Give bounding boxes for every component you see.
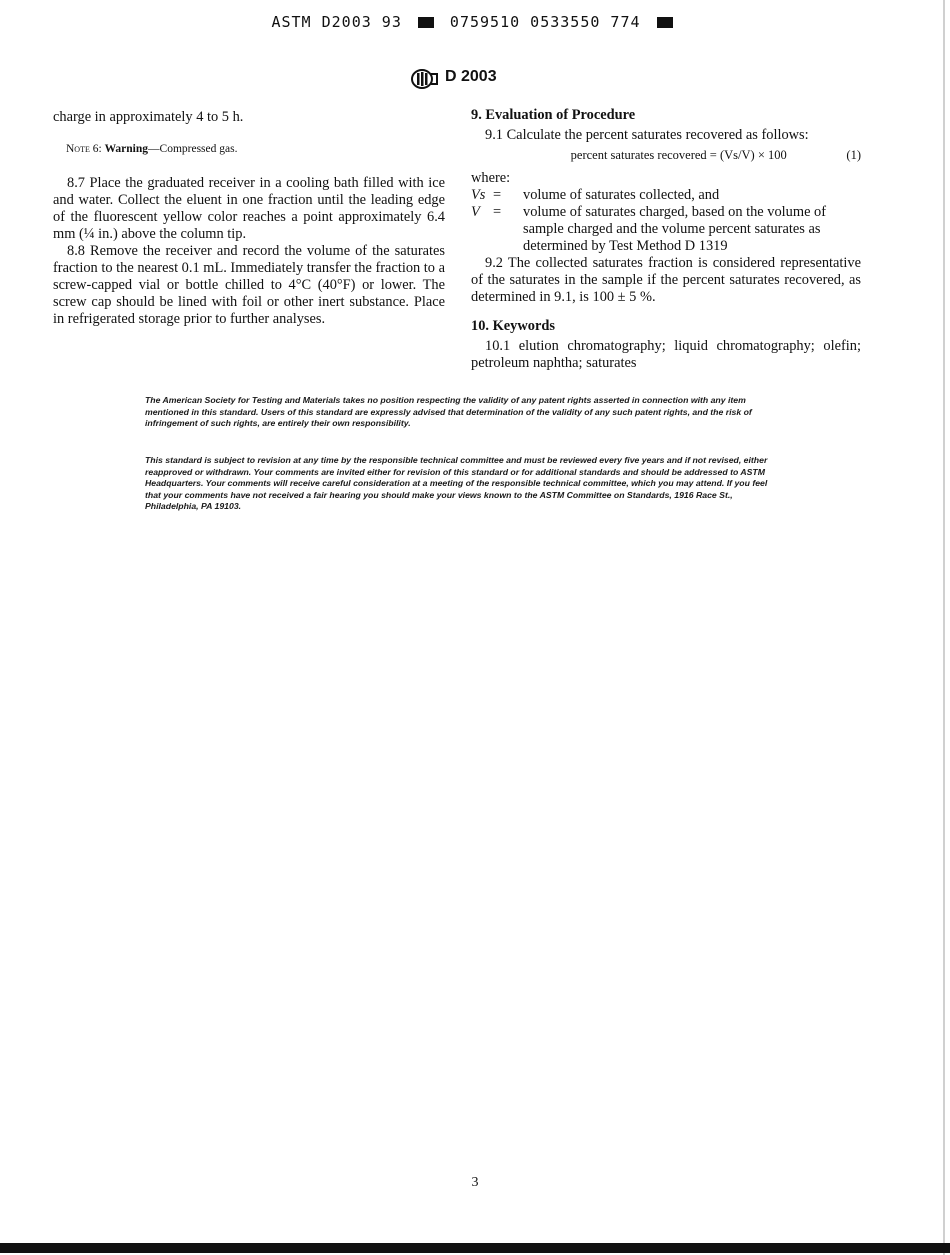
left-column [53, 109, 445, 328]
document-number: D 2003 [445, 68, 497, 85]
where-label: where: [471, 170, 511, 186]
scan-edge-line [943, 0, 945, 1255]
note-text: —Compressed gas. [148, 143, 238, 155]
page-number: 3 [471, 1175, 479, 1190]
note-6 [53, 141, 445, 158]
definition-symbol: V [471, 204, 480, 220]
right-column [471, 107, 861, 372]
note-warning: Warning [104, 143, 149, 155]
definition-text: volume of saturates collected, and [523, 187, 720, 203]
code-numbers: 0759510 0533550 774 [449, 13, 641, 31]
paragraph-8-7: 8.7 Place the graduated receiver in a cooling bath filled with ice and water. Collect the eluent in one fraction until the leading edge of the fluorescent yellow color reaches a point approximately 6.4 mm (¼ in.) above the column tip. [53, 175, 445, 242]
bottom-bar [0, 1243, 950, 1253]
patent-notice: The American Society for Testing and Materials takes no position respecting the validity of any patent rights asserted in connection with any item mentioned in this standard. Users of this standard are expressly advised that determination of the validity of any such patent rights, and the risk of infringement of such rights, are entirely their own responsibility. [145, 395, 752, 428]
astm-logo-icon [411, 69, 439, 89]
section-heading-10: 10. Keywords [471, 318, 555, 334]
definition-v [471, 204, 861, 255]
revision-notice: This standard is subject to revision at any time by the responsible technical committee and must be reviewed every five years and if not revised, either reapproved or withdrawn. Your comments are invited either for revision of this standard or for additional standards and should be addressed to ASTM Headquarters. Your comments will receive careful consideration at a meeting of the responsible technical committee, which you may attend. If you feel that your comments have not received a fair hearing you should make your views known to the ASTM Committee on Standards, 1916 Race St., Philadelphia, PA 19103. [145, 455, 768, 511]
definition-equals: = [493, 187, 502, 203]
paragraph-8-8: 8.8 Remove the receiver and record the volume of the saturates fraction to the nearest 0.1 mL. Immediately transfer the fraction to a screw-capped vial or bottle chilled to 4°C (40°F) or lower. The screw cap should be lined with foil or other inert substance. Place in refrigerated storage prior to further analyses. [53, 243, 445, 327]
black-block-mark [418, 17, 434, 28]
paragraph-9-2: 9.2 The collected saturates fraction is considered representative of the saturates in the sample if the percent saturates recovered, as determined in 9.1, is 100 ± 5 %. [471, 255, 861, 305]
paragraph-10-1: 10.1 elution chromatography; liquid chromatography; olefin; petroleum naphtha; saturates [471, 338, 861, 371]
paragraph-charge-time: charge in approximately 4 to 5 h. [53, 109, 244, 125]
definition-vs [471, 187, 861, 204]
code-line-text: ASTM D2003 93 [271, 13, 402, 31]
definition-text: volume of saturates charged, based on the volume of sample charged and the volume percent saturates as determined by Test Method D 1319 [523, 204, 827, 254]
equation-number: (1) [846, 148, 861, 162]
paragraph-9-1: 9.1 Calculate the percent saturates recovered as follows: [485, 127, 809, 143]
document-code-line [0, 13, 950, 31]
note-label: Note [66, 143, 90, 155]
definition-equals: = [493, 204, 502, 220]
definition-symbol: Vs [471, 187, 486, 203]
equation-row [471, 147, 861, 164]
note-number: 6: [92, 143, 102, 155]
black-block-mark [657, 17, 673, 28]
section-heading-9: 9. Evaluation of Procedure [471, 107, 636, 123]
equation-formula: percent saturates recovered = (Vs/V) × 100 [570, 148, 787, 162]
